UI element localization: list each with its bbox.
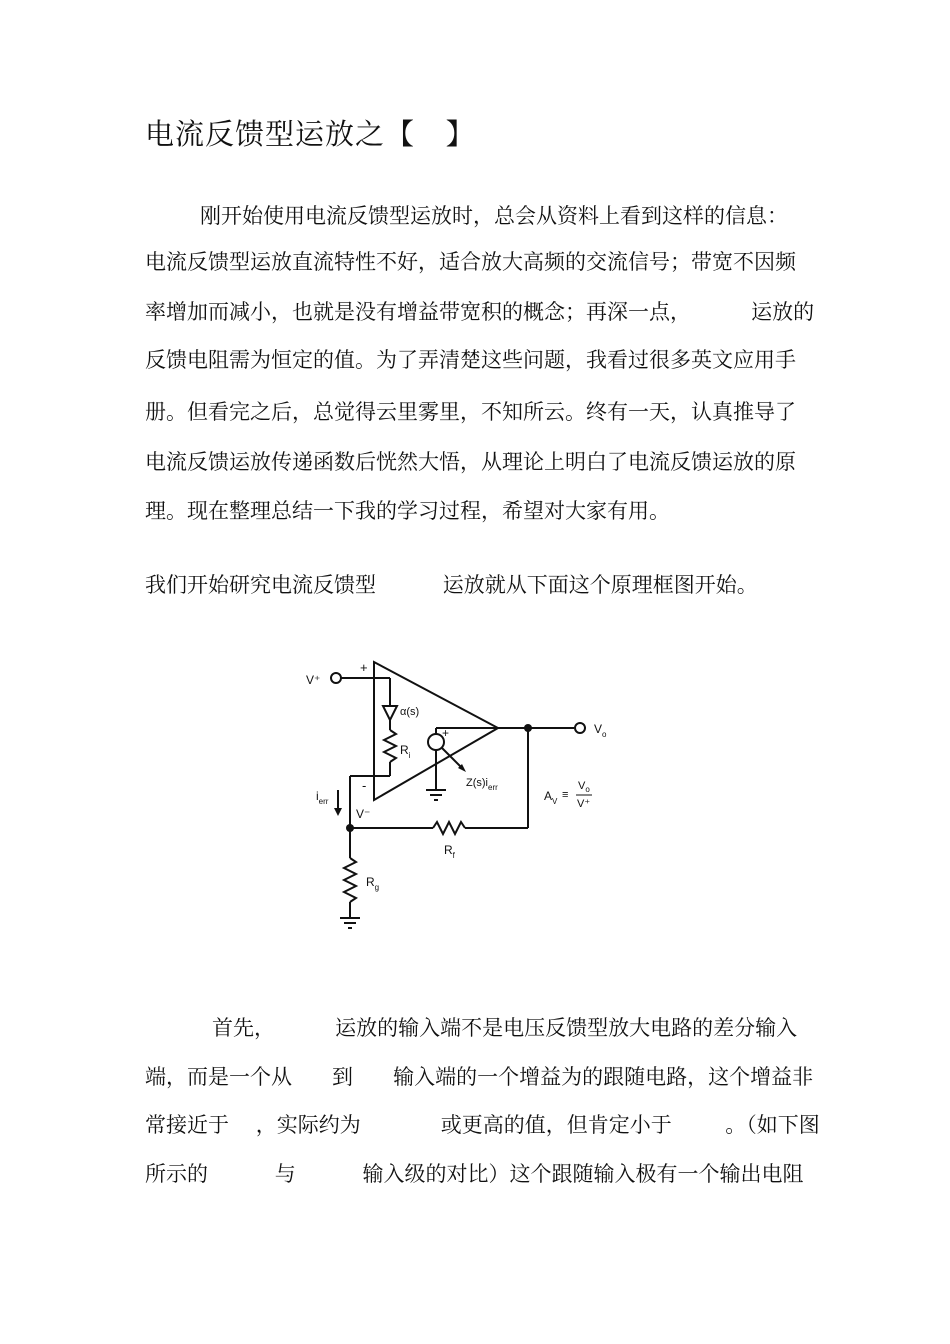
av-numerator: $V_o$	[578, 780, 590, 794]
para1-line-1: 刚开始使用电流反馈型运放时，总会从资料上看到这样的信息：	[200, 204, 788, 228]
z-label: $Z(s)i_{err}$	[466, 777, 498, 792]
rf-label: $R_f$	[444, 843, 455, 860]
vo-label: $V_o$	[594, 722, 607, 739]
v-plus-terminal	[331, 673, 341, 683]
para3-line-3: 常接近于 ，实际约为 或更高的值，但肯定小于 。（如下图	[145, 1113, 820, 1137]
v-plus-label: V⁺	[306, 673, 321, 687]
rf-resistor	[433, 822, 465, 834]
para1-line-3: 率增加而减小，也就是没有增益带宽积的概念；再深一点， 运放的	[145, 300, 815, 324]
av-equiv: ≡	[562, 789, 569, 801]
vo-terminal	[575, 723, 585, 733]
inverting-junction	[346, 824, 354, 832]
para1-line-5: 册。但看完之后，总觉得云里雾里，不知所云。终有一天，认真推导了	[145, 400, 796, 424]
ri-label: $R_i$	[400, 743, 411, 760]
rg-resistor	[344, 858, 356, 902]
alpha-label: α(s)	[400, 706, 420, 718]
para3-line-2: 端，而是一个从 到 输入端的一个增益为的跟随电路，这个增益非	[145, 1065, 814, 1089]
output-junction	[524, 724, 532, 732]
av-label: $A_V$	[544, 789, 558, 806]
source-plus-sign: +	[442, 726, 450, 740]
para1-line-2: 电流反馈型运放直流特性不好，适合放大高频的交流信号；带宽不因频	[145, 250, 796, 274]
circuit-diagram	[290, 640, 630, 940]
ierr-label: $i_{err}$	[316, 789, 329, 806]
page-title: 电流反馈型运放之【 】	[145, 117, 476, 151]
para1-line-4: 反馈电阻需为恒定的值。为了弄清楚这些问题，我看过很多英文应用手	[145, 348, 796, 372]
para1-line-6: 电流反馈运放传递函数后恍然大悟，从理论上明白了电流反馈运放的原	[145, 450, 796, 474]
para3-line-4: 所示的 与 输入级的对比）这个跟随输入极有一个输出电阻	[145, 1162, 804, 1186]
ierr-arrowhead	[334, 808, 342, 816]
av-denominator: V⁺	[577, 798, 591, 810]
rg-label: $R_g$	[366, 875, 380, 892]
noninv-plus-sign: +	[360, 660, 368, 675]
buffer-triangle	[383, 706, 397, 720]
para1-line-7: 理。现在整理总结一下我的学习过程，希望对大家有用。	[145, 499, 670, 523]
ri-resistor	[384, 730, 396, 762]
inv-minus-sign: -	[362, 778, 367, 793]
para3-line-1: 首先， 运放的输入端不是电压反馈型放大电路的差分输入	[212, 1016, 798, 1040]
v-minus-label: V⁻	[356, 807, 371, 821]
para2: 我们开始研究电流反馈型 运放就从下面这个原理框图开始。	[145, 573, 758, 597]
